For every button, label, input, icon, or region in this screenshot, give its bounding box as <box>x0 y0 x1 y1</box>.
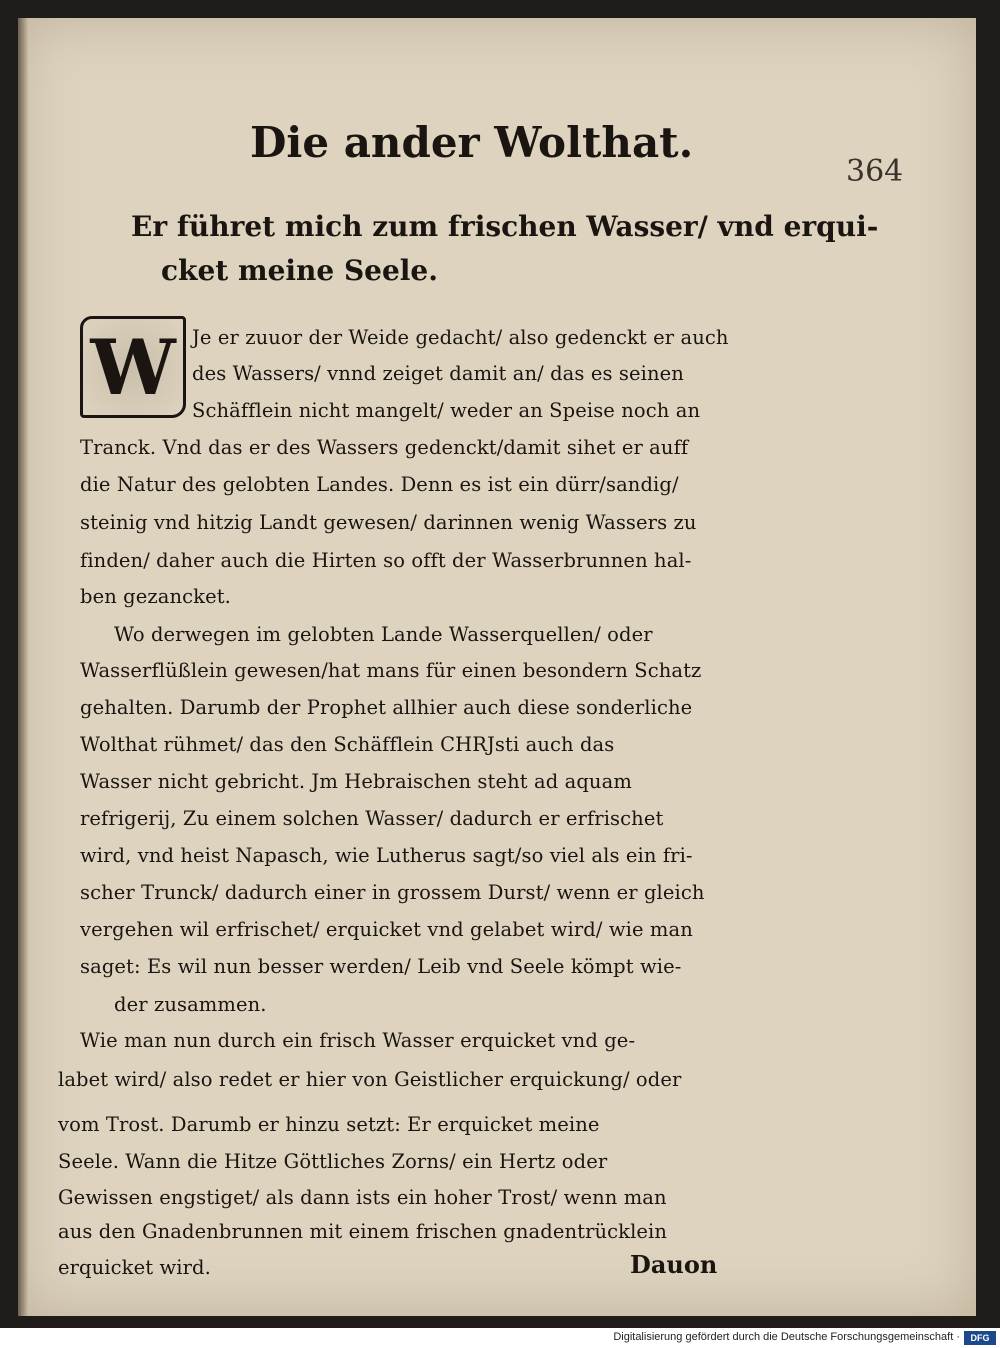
body-line: scher Trunck/ dadurch einer in grossem Durst/ wenn er gleich <box>80 881 705 904</box>
body-line: Gewissen engstiget/ als dann ists ein hoher Trost/ wenn man <box>58 1186 667 1209</box>
body-line: Wasser nicht gebricht. Jm Hebraischen steht ad aquam <box>80 770 632 793</box>
body-line: Je er zuuor der Weide gedacht/ also gedenckt er auch <box>192 326 729 349</box>
footer-bar <box>0 1328 1000 1348</box>
body-line: refrigerij, Zu einem solchen Wasser/ dadurch er erfrischet <box>80 807 664 830</box>
page-gutter-shadow <box>18 18 28 1316</box>
body-line: Wo derwegen im gelobten Lande Wasserquellen/ oder <box>114 623 653 646</box>
subtitle-line: cket meine Seele. <box>161 254 438 287</box>
decorative-initial: W <box>80 316 186 418</box>
book-page <box>18 18 976 1316</box>
body-line: Wolthat rühmet/ das den Schäfflein CHRJsti auch das <box>80 733 615 756</box>
body-line: Tranck. Vnd das er des Wassers gedenckt/damit sihet er auff <box>80 436 689 459</box>
body-line: finden/ daher auch die Hirten so offt der Wasserbrunnen hal- <box>80 549 692 572</box>
body-line: erquicket wird. <box>58 1256 211 1279</box>
page-number: 364 <box>846 154 904 189</box>
subtitle-line: Er führet mich zum frischen Wasser/ vnd erqui- <box>131 210 879 243</box>
body-line: die Natur des gelobten Landes. Denn es ist ein dürr/sandig/ <box>80 473 679 496</box>
body-line: vom Trost. Darumb er hinzu setzt: Er erquicket meine <box>58 1113 600 1136</box>
body-line: des Wassers/ vnnd zeiget damit an/ das es seinen <box>192 362 684 385</box>
body-line: vergehen wil erfrischet/ erquicket vnd gelabet wird/ wie man <box>80 918 693 941</box>
body-line: Seele. Wann die Hitze Göttliches Zorns/ ein Hertz oder <box>58 1150 608 1173</box>
body-line: Wasserflüßlein gewesen/hat mans für einen besondern Schatz <box>80 659 702 682</box>
footer-credit: Digitalisierung gefördert durch die Deutsche Forschungsgemeinschaft · <box>613 1331 960 1343</box>
body-line: saget: Es wil nun besser werden/ Leib vnd Seele kömpt wie- <box>80 955 682 978</box>
dfg-logo: DFG <box>964 1331 996 1345</box>
body-line: steinig vnd hitzig Landt gewesen/ darinnen wenig Wassers zu <box>80 511 697 534</box>
body-line: Schäfflein nicht mangelt/ weder an Speise noch an <box>192 399 701 422</box>
body-line: wird, vnd heist Napasch, wie Lutherus sagt/so viel als ein fri- <box>80 844 693 867</box>
body-line: Wie man nun durch ein frisch Wasser erquicket vnd ge- <box>80 1029 636 1052</box>
body-line: labet wird/ also redet er hier von Geistlicher erquickung/ oder <box>58 1068 682 1091</box>
body-line: aus den Gnadenbrunnen mit einem frischen gnadentrücklein <box>58 1220 668 1243</box>
body-line: der zusammen. <box>114 993 267 1016</box>
page-heading: Die ander Wolthat. <box>250 118 694 167</box>
body-line: gehalten. Darumb der Prophet allhier auch diese sonderliche <box>80 696 693 719</box>
body-line: ben gezancket. <box>80 585 231 608</box>
catchword: Dauon <box>630 1250 718 1279</box>
